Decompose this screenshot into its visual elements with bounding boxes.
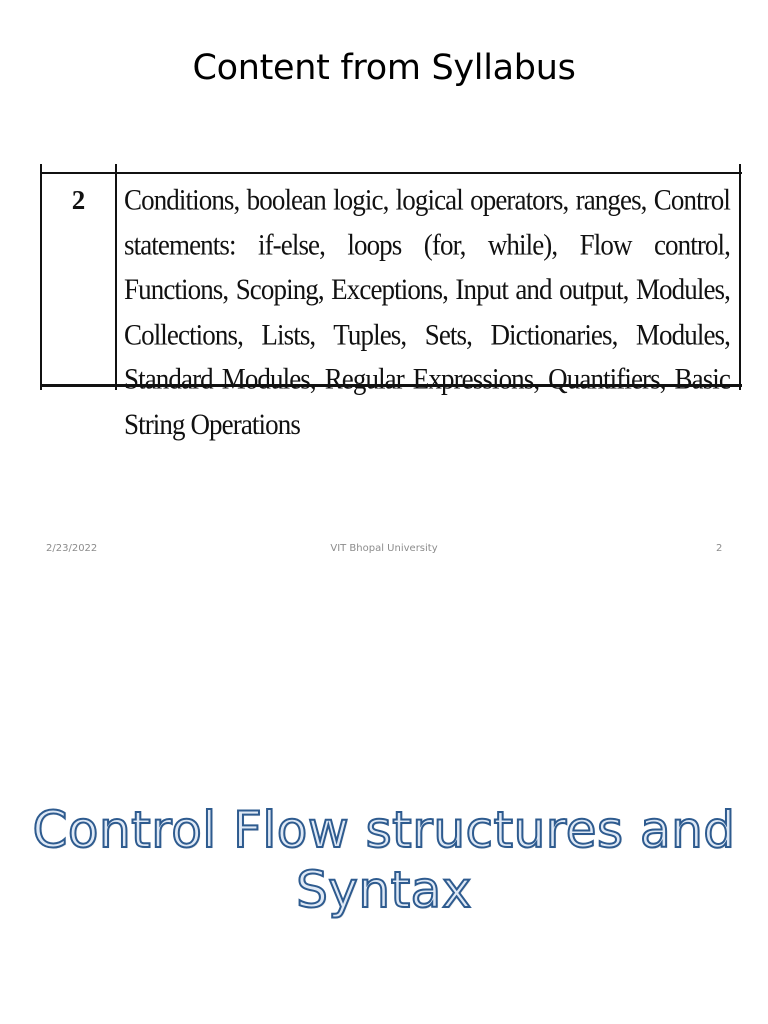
table-column-divider (115, 164, 117, 390)
footer-organization: VIT Bhopal University (330, 543, 438, 554)
section-title-line-1: Control Flow structures and (32, 801, 736, 859)
section-title (0, 800, 768, 920)
table-bottom-border (40, 384, 742, 387)
footer-page-number: 2 (716, 543, 723, 554)
table-top-border (40, 172, 742, 174)
module-content-cell: Conditions, boolean logic, logical operators, ranges, Control statements: if-else, loops (for, while), Flow control, Functions, Scoping, Exceptions, Input and output, Modules, Collections, Lists, Tuples, Sets, Dictionaries, Modules, Standard Modules, Regular Expressions, Quantifiers, Basic String Operations (124, 183, 730, 440)
slide-title: Content from Syllabus (192, 48, 576, 88)
syllabus-table (40, 164, 742, 440)
slide-control-flow-title (0, 576, 768, 1024)
footer-date: 2/23/2022 (46, 543, 98, 554)
module-number-cell: 2 (71, 185, 86, 215)
table-right-border (739, 164, 741, 390)
section-title-line-2: Syntax (296, 861, 472, 919)
